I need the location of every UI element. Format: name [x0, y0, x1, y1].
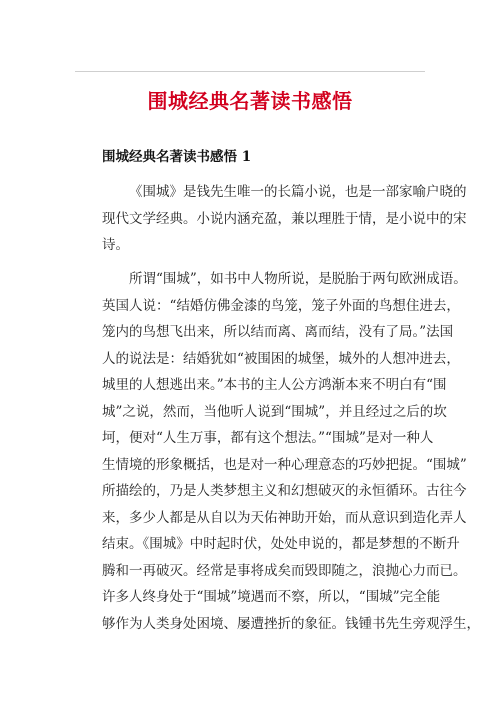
paragraph-line: 诗。 — [102, 237, 129, 253]
paragraph-line: 坷，便对“人生万事，都有这个想法。”“围城”是对一种人 — [102, 430, 434, 446]
paragraph-line: 《围城》是钱先生唯一的长篇小说，也是一部家喻户晓的 — [129, 184, 467, 200]
paragraph-1 — [102, 179, 467, 259]
paragraph-line: 人的说法是：结婚犹如“被围困的城堡，城外的人想冲进去， — [102, 350, 460, 367]
paragraph-2 — [102, 266, 480, 637]
paragraph-line: 笼内的鸟想飞出来，所以结而离、离而结，没有了局。”法国 — [102, 324, 454, 340]
paragraph-line: 英国人说：“结婚仿佛金漆的鸟笼，笼子外面的鸟想住进去， — [102, 297, 460, 314]
paragraph-line: 结束。《围城》中时起时伏，处处申说的，都是梦想的不断升 — [102, 536, 460, 552]
document-title: 围城经典名著读书感悟 — [147, 89, 353, 113]
paragraph-line: 城里的人想逃出来。”本书的主人公方鸿渐本来不明白有“围 — [102, 377, 447, 393]
section-heading: 围城经典名著读书感悟 1 — [102, 149, 252, 165]
paragraph-line: 来，多少人都是从自以为天佑神助开始，而从意识到造化弄人 — [102, 509, 467, 526]
paragraph-line: 许多人终身处于“围城”境遇而不察，所以，“围城”完全能 — [102, 589, 441, 605]
header-divider — [75, 71, 425, 72]
paragraph-line: 现代文学经典。小说内涵充盈，兼以理胜于情，是小说中的宋 — [102, 210, 467, 227]
paragraph-line: 所谓“围城”，如书中人物所说，是脱胎于两句欧洲成语。 — [129, 271, 467, 287]
paragraph-line: 所描绘的，乃是人类梦想主义和幻想破灭的永恒循环。古往今 — [102, 483, 467, 499]
paragraph-line: 生情境的形象概括，也是对一种心理意态的巧妙把捉。“围城” — [102, 456, 467, 473]
paragraph-line: 够作为人类身处困境、屡遭挫折的象征。钱锺书先生旁观浮生， — [102, 615, 480, 632]
paragraph-line: 腾和一再破灭。经常是事将成矣而毁即随之，浪抛心力而已。 — [102, 562, 467, 579]
paragraph-line: 城”之说，然而，当他听人说到“围城”，并且经过之后的坎 — [102, 403, 447, 420]
